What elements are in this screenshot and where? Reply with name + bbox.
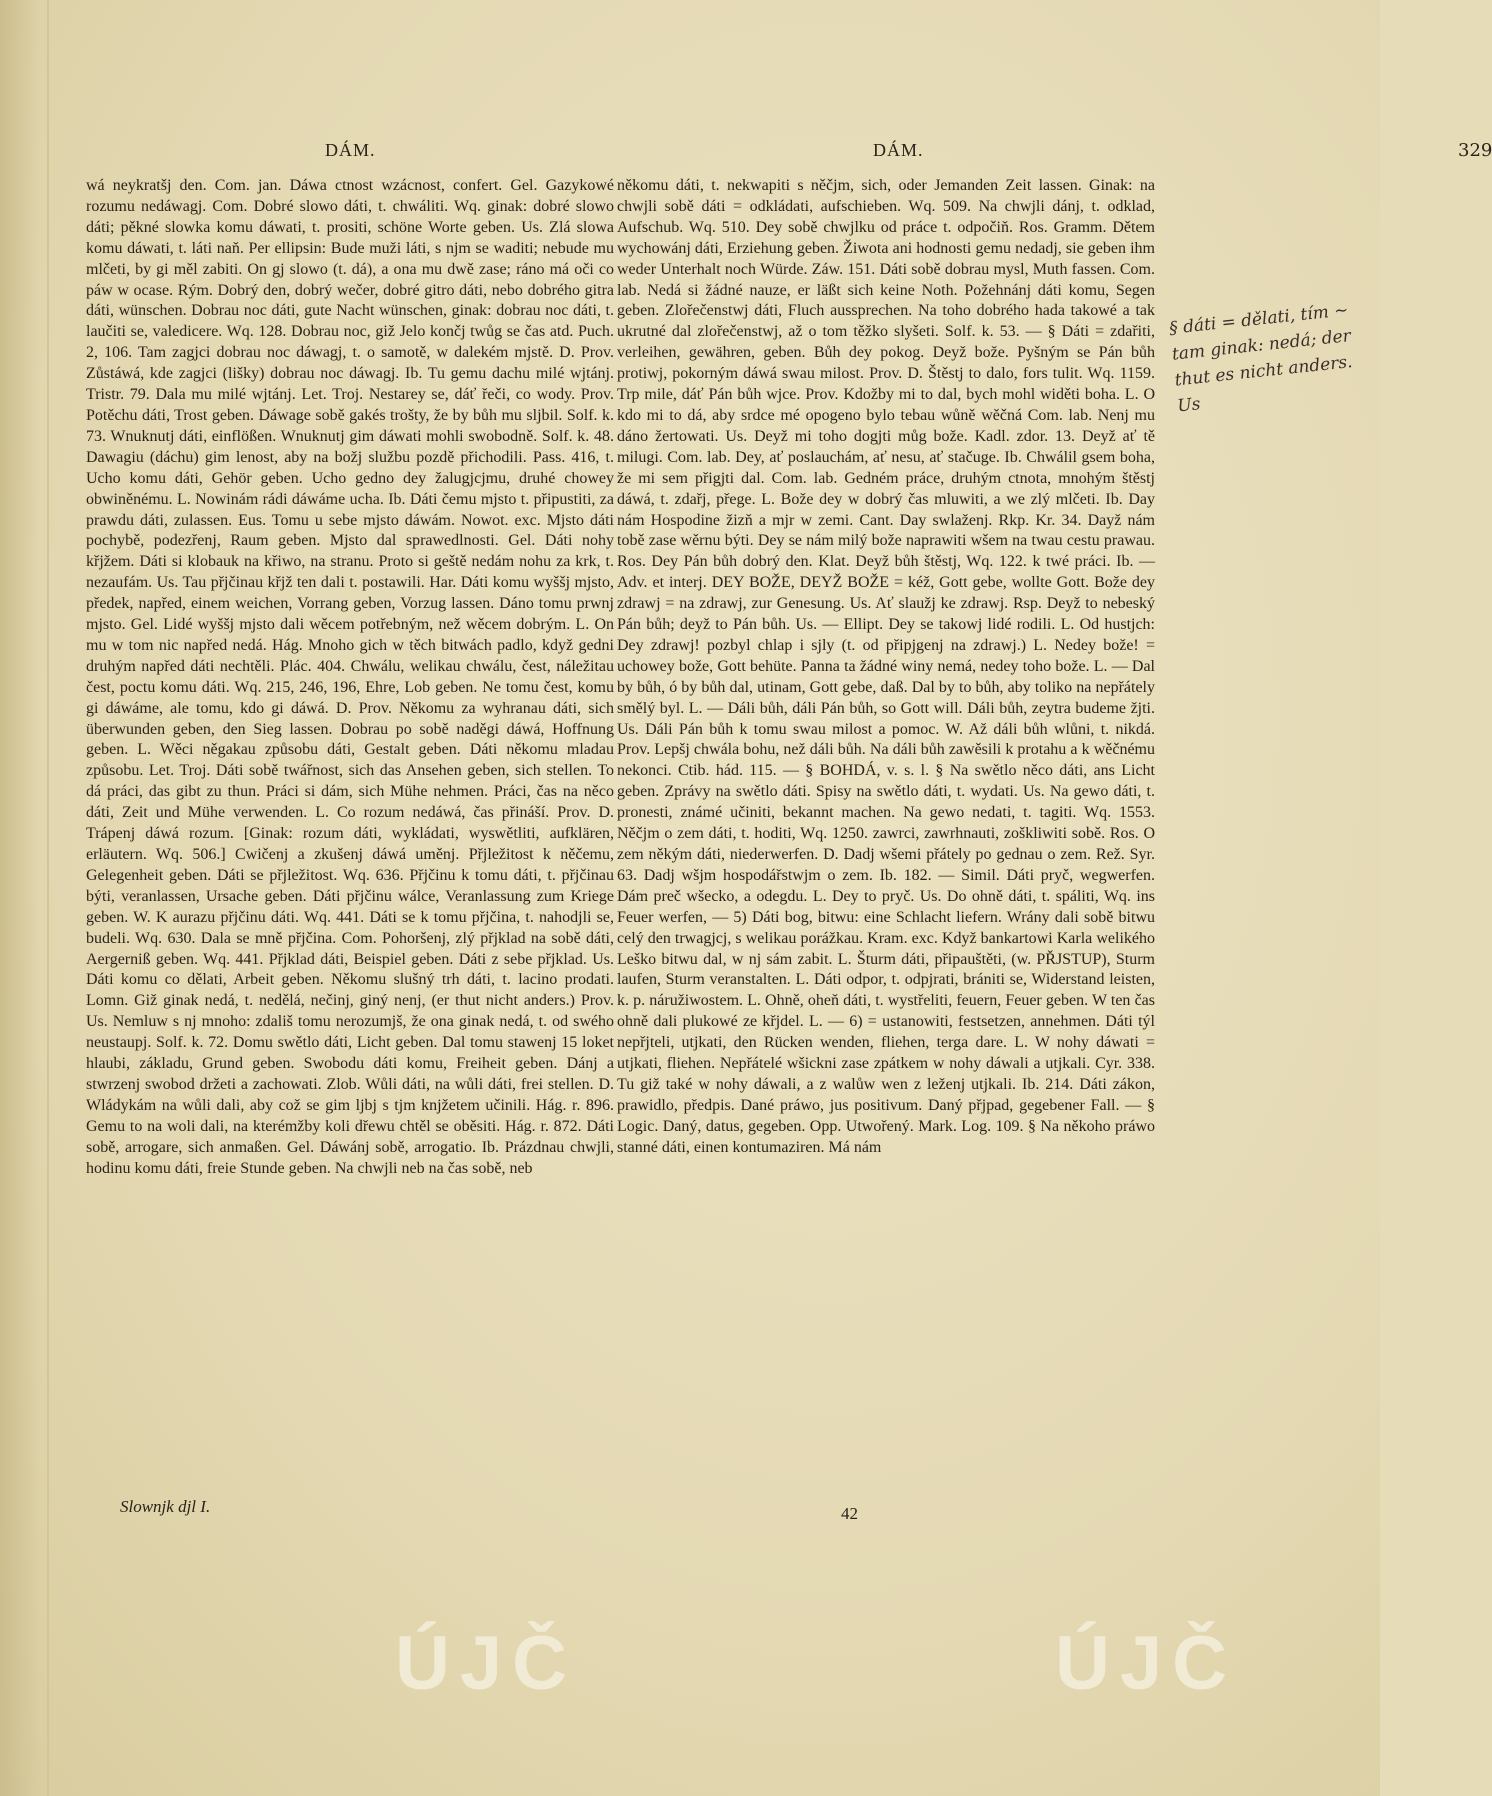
right-column [617,176,1155,1159]
signature-number: 42 [841,1504,858,1523]
left-column-text: wá neykratšj den. Com. jan. Dáwa ctnost wzácnost, confert. Gel. Gazykowé rozumu nedáwagj. Com. Dobré slowo dáti, t. chwáliti. Wq. ginak: dobré slowo dáti; pěkné slowka komu dáwati, t. prositi, schöne Worte geben. Us. Zlá slowa komu dáwati, t. láti naň. Per ellipsin: Bude muži láti, s njm se waditi; nebude mu mlčeti, by gi měl zabiti. On gj slowo (t. dá), a ona mu dwě zase; ráno má oči co páw w ocase. Rým. Dobrý den, dobrý wečer, dobré gitro dáti, nebo dobrého gitra dáti, wünschen. Dobrau noc dáti, gute Nacht wünschen, ginak: dobrau noc dáti, t. laučiti se, valedicere. Wq. 128. Dobrau noc, giž Jelo končj twůg se čas atd. Puch. 2, 106. Tam zagjci dobrau noc dáwagj, t. o samotě, w dalekém mjstě. D. Prov. Zůstáwá, kde zagjci (lišky) dobrau noc dáwagj. Ib. Tu gemu dachu milé wjtánj. Tristr. 79. Dala mu milé wjtánj. Let. Troj. Nestarey se, dáť řeči, co wody. Prov. Potěchu dáti, Trost geben. Dáwage sobě gakés trošty, že by bůh mu sljbil. Solf. k. 73. Wnuknutj dáti, einflößen. Wnuknutj gim dáwati mohli swobodně. Solf. k. 48. Dawagiu (dáchu) gim lenost, aby na božj službu pozdě přichodili. Pass. 416, t. Ucho komu dáti, Gehör geben. Ucho gedno dey žalugjcjmu, druhé chowey obwiněnému. L. Nowinám rádi dáwáme ucha. Ib. Dáti čemu mjsto t. připustiti, za prawdu dáti, zulassen. Eus. Tomu u sebe mjsto dáwám. Nowot. exc. Mjsto dáti pochybě, podezřenj, Raum geben. Mjsto dal sprawedlnosti. Gel. Dáti nohy křjžem. Dáti si klobauk na křiwo, na stranu. Proto si geště nedám nohu za krk, t. nezaufám. Us. Tau přjčinau křjž ten dali t. postawili. Har. Dáti komu wyššj mjsto, předek, napřed, einem weichen, Vorrang geben, Vorzug lassen. Dáno tomu prwnj mjsto. Gel. Lidé wyššj mjsto dali wěcem potřebným, než wěcem dobrým. L. On mu w tom nic napřed nedá. Hág. Mnoho gich w těch bitwách padlo, když gedni druhým napřed dáti nechtěli. Plác. 404. Chwálu, welikau chwálu, čest, náležitau čest, poctu komu dáti. Wq. 215, 246, 196, Ehre, Lob geben. Ne tomu čest, komu gi dáwáme, ale tomu, kdo gi dáwá. D. Prov. Někomu za wyhranau dáti, sich überwunden geben, den Sieg lassen. Dobrau po sobě naděgi dáwá, Hoffnung geben. L. Wěci něgakau způsobu dáti, Gestalt geben. Dáti někomu mladau způsobu. Let. Troj. Dáti sobě twářnost, sich das Ansehen geben, sich stellen. To dá práci, das gibt zu thun. Práci si dám, sich Mühe nehmen. Práci, čas na něco dáti, Zeit und Mühe verwenden. L. Co rozum nedáwá, čas přináší. Prov. D. Trápenj dáwá rozum. [Ginak: rozum dáti, wykládati, wyswětliti, aufklären, erläutern. Wq. 506.] Cwičenj a zkušenj dáwá uměnj. Přjležitost k něčemu, Gelegenheit geben. Dáti se přjležitost. Wq. 636. Přjčinu k tomu dáti, t. přjčinau býti, veranlassen, Ursache geben. Dáti přjčinu wálce, Veranlassung zum Kriege geben. W. K aurazu přjčinu dáti. Wq. 441. Dáti se k tomu přjčina, t. nahodjli se, budeli. Wq. 630. Dala se mně přjčina. Com. Pohoršenj, zlý přjklad na sobě dáti, Aergerniß geben. Wq. 441. Přjklad dáti, Beispiel geben. Dáti z sebe přjklad. Us. Dáti komu co dělati, Arbeit geben. Někomu slušný trh dáti, t. lacino prodati. Lomn. Giž ginak nedá, t. nedělá, nečinj, giný nenj, (er thut nicht anders.) Prov. Us. Nemluw s nj mnoho: zdališ tomu nerozumjš, že ona ginak nedá, t. od swého neustaupj. Solf. k. 72. Domu swětlo dáti, Licht geben. Dal tomu stawenj 15 loket hlaubi, základu, Grund geben. Swobodu dáti komu, Freiheit geben. Dánj a stwrzenj swobod držeti a zachowati. Zlob. Wůli dáti, na wůli dáti, frei stellen. D. Wládykám na wůli dali, aby což se gim ljbj s tjm knjžetem učinili. Hág. r. 896. Gemu to na woli dali, na kterémžby koli dřewu chtěl se oběsiti. Hág. r. 872. Dáti sobě, arrogare, sich anmaßen. Gel. Dáwánj sobě, arrogatio. Ib. Prázdnau chwjli, hodinu komu dáti, freie Stunde geben. Na chwjli neb na čas sobě, neb [86,177,614,1177]
right-column-text: někomu dáti, t. nekwapiti s něčjm, sich, oder Jemanden Zeit lassen. Ginak: na chwjli sobě dáti = odkládati, aufschieben. Wq. 509. Na chwjli dánj, t. odklad, Aufschub. Wq. 510. Dey sobě chwjlku od práce t. odpočiň. Ros. Gramm. Dětem wychowánj dáti, Erziehung geben. Žiwota ani hodnosti gemu nedadj, sie geben ihm weder Unterhalt noch Würde. Záw. 151. Dáti sobě dobrau mysl, Muth fassen. Com. lab. Nedá si žádné nauze, er läßt sich keine Noth. Požehnánj dáti komu, Segen geben. Zlořečenstwj dáti, Fluch aussprechen. Na toho dobrého hada takowé a tak ukrutné dal zlořečenstwj, až o tom těžko slyšeti. Solf. k. 53. — § Dáti = zdařiti, verleihen, gewähren, geben. Bůh dey pokog. Deyž bože. Pyšným se Pán bůh protiwj, pokorným dáwá swau milost. Prov. D. Štěstj to dalo, fors tulit. Wq. 1159. Trp mile, dáť Pán bůh wjce. Prov. Kdožby mi to dal, bych mohl widěti boha. L. O kdo mi to dá, aby srdce mé opogeno bylo tebau wůně wěčná Com. lab. Nenj mu dáno žertowati. Us. Deyž mi toho dogjti můg bože. Kadl. zdor. 13. Deyž ať tě milugi. Com. lab. Dey, ať poslauchám, ať nesu, ať stačuge. Ib. Chwálil gsem boha, že mi sem přigjti dal. Com. lab. Gedném práce, druhým ctnota, mnohým štěstj dáwá, t. zdařj, přege. L. Bože dey w dobrý čas mluwiti, a we zlý mlčeti. Ib. Day nám Hospodine žizň a mjr w zemi. Cant. Day swlaženj. Rkp. Kr. 34. Dayž nám tobě zase wěrnu býti. Dey se nám milý bože naprawiti wšem na twau cestu prawau. Ros. Dey Pán bůh dobrý den. Klat. Deyž bůh štěstj, Wq. 122. k twé práci. Ib. — Adv. et interj. DEY BOŽE, DEYŽ BOŽE = kéž, Gott gebe, wollte Gott. Bože dey zdrawj = na zdrawj, zur Genesung. Us. Ať slaužj ke zdrawj. Rsp. Deyž to nebeský Pán bůh; deyž to Pán bůh. Us. — Ellipt. Dey se takowj lidé rodili. L. Od hustjch: Dey zdrawj! pozbyl chlap i sjly (t. od připjgenj na zdrawj.) L. Nedey bože! = uchowey bože, Gott behüte. Panna ta žádné winy nemá, nedey toho bože. L. — Dal by bůh, ó by bůh dal, utinam, Gott gebe, daß. Dal by to bůh, aby toliko na nepřátely smělý byl. L. — Dáli bůh, dáli Pán bůh, so Gott will. Dáli bůh, zeytra budeme žjti. Us. Dáli Pán bůh k tomu swau milost a pomoc. W. Až dáli bůh wlůni, t. nikdá. Prov. Lepšj chwála bohu, než dáli bůh. Na dáli bůh zawěsili k protahu a k wěčnému nekonci. Ctib. hád. 115. — § BOHDÁ, v. s. l. § Na swětlo něco dáti, ans Licht geben. Zprávy na swětlo dáti. Spisy na swětlo dáti, t. wydati. Us. Na gewo dáti, t. pronesti, známé učiniti, bekannt machen. Na gewo nedati, t. tagiti. Wq. 1553. Něčjm o zem dáti, t. hoditi, Wq. 1250. zawrci, zawrhnauti, zoškliwiti sobě. Ros. O zem někým dáti, niederwerfen. D. Dadj wšemi přátely po gednau o zem. Rež. Syr. 63. Dadj wšjm hospodářstwjm o zem. Ib. 182. — Simil. Dáti pryč, wegwerfen. Dám preč wšecko, a odegdu. L. Dey to pryč. Us. Do ohně dáti, t. spáliti, Wq. ins Feuer werfen, — 5) Dáti bog, bitwu: eine Schlacht liefern. Wrány dali sobě bitwu celý den trwagjcj, s welikau porážkau. Kram. exc. Když bankartowi Karla welikého Leško bitwu dal, w nj sám zabit. L. Šturm dáti, připauštěti, (w. PŘJSTUP), Sturm laufen, Sturm veranstalten. L. Dáti odpor, t. odpjrati, brániti se, Widerstand leisten, k. p. náružiwostem. L. Ohně, oheň dáti, t. wystřeliti, feuern, Feuer geben. W ten čas ohně dali plukowé ze křjdel. L. — 6) = ustanowiti, festsetzen, annehmen. Dáti týl nepřjteli, utjkati, den Rücken wenden, fliehen, terga dare. L. W nohy dáwati = utjkati, fliehen. Nepřátelé wšickni zase zpátkem w nohy dáwali a utjkali. Cyr. 338. Tu giž také w nohy dáwali, a z walůw wen z leženj utjkali. Ib. 214. Dáti zákon, prawidlo, předpis. Dané práwo, jus positivum. Daný přjpad, gegebener Fall. — § Logic. Daný, datus, gegeben. Opp. Utwořený. Mark. Log. 109. § Na někoho práwo stanné dáti, einen kontumaziren. Má nám [617,177,1155,1156]
signature-mark: Slownjk djl I. [120,1497,211,1516]
header-right: DÁM. [873,140,924,160]
watermark-stamp-right: ÚJČ [1055,1621,1238,1706]
page-number: 329 [1458,140,1492,161]
header-left: DÁM. [325,140,376,160]
binding-rule [47,0,49,1796]
handwritten-margin-note: § dáti = dělati, tím ~ tam ginak: nedá; der thut es nicht anders. Us [1168,300,1354,417]
page-edge-shadow [0,0,40,1796]
left-column [86,176,614,1180]
watermark-stamp-left: ÚJČ [395,1621,578,1706]
